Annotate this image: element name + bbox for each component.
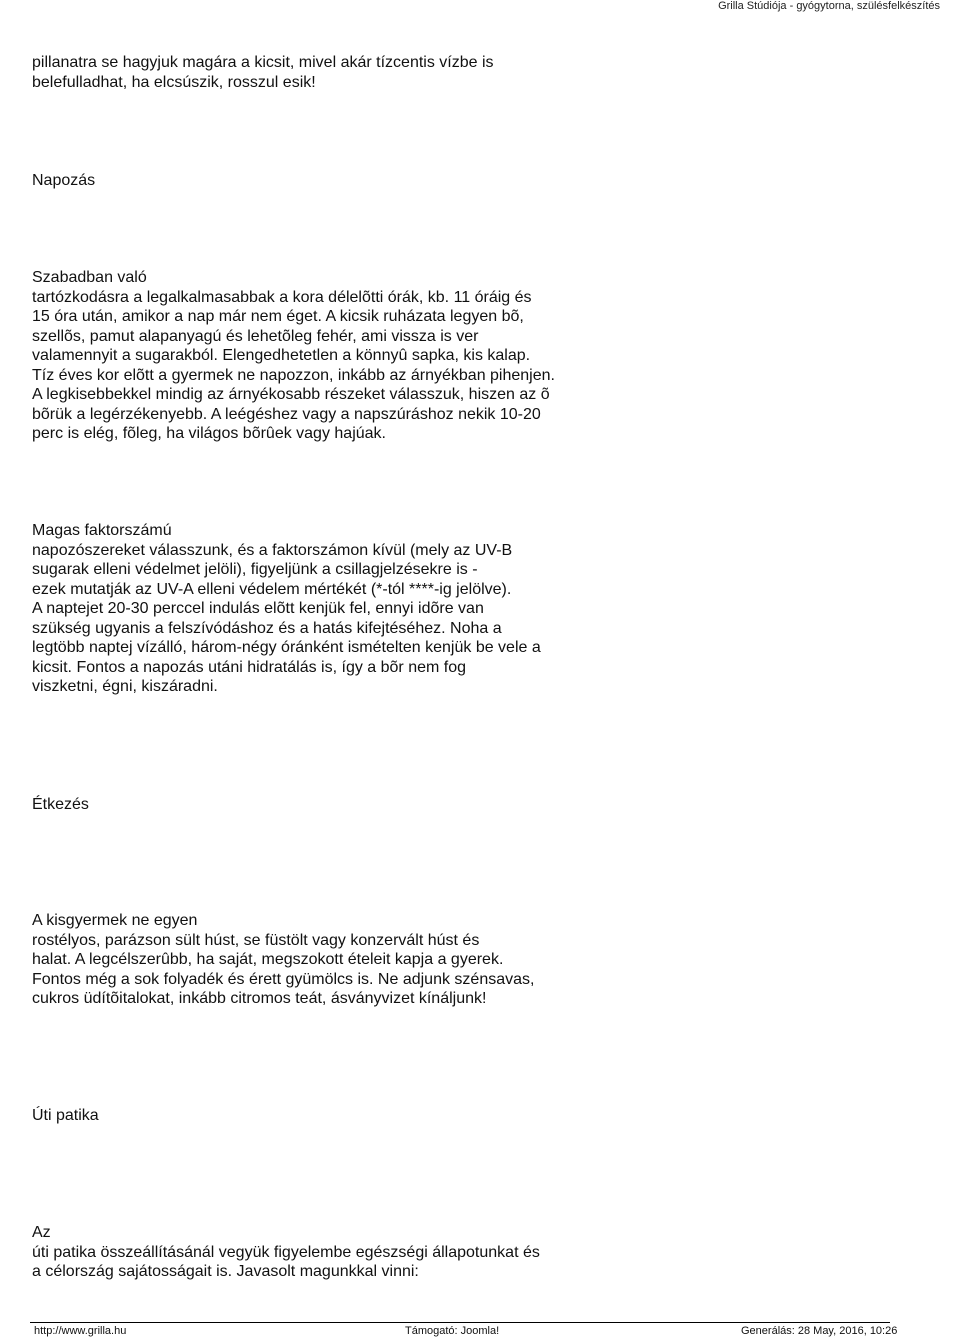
utipatika-paragraph: [32, 1223, 592, 1282]
text-line: Tíz éves kor elõtt a gyermek ne napozzon, inkább az árnyékban pihenjen.: [32, 366, 555, 384]
text-line: viszketni, égni, kiszáradni.: [32, 678, 218, 695]
text-line: A legkisebbekkel mindig az árnyékosabb részeket válasszuk, hiszen az õ: [32, 386, 550, 403]
text-line: cukros üdítõitalokat, inkább citromos teát, ásványvizet kínáljunk!: [32, 990, 487, 1007]
text-line: kicsit. Fontos a napozás utáni hidratálás is, így a bõr nem fog: [32, 658, 467, 676]
text-line: szükség ugyanis a felszívódáshoz és a hatás kifejtéséhez. Noha a: [32, 619, 502, 637]
text-line: A naptejet 20-30 perccel indulás elõtt kenjük fel, ennyi idõre van: [32, 600, 484, 617]
footer-generated-date: Generálás: 28 May, 2016, 10:26: [741, 1325, 898, 1337]
text-line: bõrük a legérzékenyebb. A leégéshez vagy a napszúráshoz nekik 10-20: [32, 405, 541, 423]
text-line: belefulladhat, ha elcsúszik, rosszul esik!: [32, 73, 316, 91]
text-line: valamennyit a sugarakból. Elengedhetetlen a könnyû sapka, kis kalap.: [32, 347, 531, 364]
text-line: perc is elég, fõleg, ha világos bõrûek vagy hajúak.: [32, 425, 386, 442]
footer-sponsor: Támogató: Joomla!: [405, 1325, 500, 1337]
text-line: halat. A legcélszerûbb, ha saját, megszokott ételeit kapja a gyerek.: [32, 951, 504, 968]
text-line: úti patika összeállításánál vegyük figyelembe egészségi állapotunkat és: [32, 1243, 540, 1261]
text-line: A kisgyermek ne egyen: [32, 912, 198, 929]
text-line: napozószereket válasszunk, és a faktorszámon kívül (mely az UV-B: [32, 541, 513, 559]
text-line: szellõs, pamut alapanyagú és lehetõleg fehér, ami vissza is ver: [32, 327, 479, 345]
text-line: 15 óra után, amikor a nap már nem éget. A kicsik ruházata legyen bõ,: [32, 308, 524, 325]
page-header-title: Grilla Stúdiója - gyógytorna, szülésfelkészítés: [718, 0, 940, 12]
footer-url-link[interactable]: http://www.grilla.hu: [34, 1325, 127, 1337]
text-line: Szabadban való: [32, 269, 147, 286]
text-line: pillanatra se hagyjuk magára a kicsit, mivel akár tízcentis vízbe is: [32, 54, 494, 71]
etkezes-paragraph: [32, 911, 592, 1009]
section-heading-etkezes: Étkezés: [32, 796, 89, 813]
section-heading-uti-patika: Úti patika: [32, 1107, 99, 1124]
faktor-paragraph: [32, 521, 592, 697]
text-line: legtöbb naptej vízálló, három-négy óránként ismételten kenjük be vele a: [32, 639, 541, 656]
text-line: sugarak elleni védelmet jelöli), figyeljünk a csillagjelzésekre is -: [32, 561, 478, 578]
napozas-paragraph: [32, 268, 592, 444]
text-line: tartózkodásra a legalkalmasabbak a kora délelõtti órák, kb. 11 óráig és: [32, 288, 532, 306]
footer-divider: [30, 1322, 890, 1323]
text-line: ezek mutatják az UV-A elleni védelem mértékét (*-tól ****-ig jelölve).: [32, 580, 512, 598]
text-line: Fontos még a sok folyadék és érett gyümölcs is. Ne adjunk szénsavas,: [32, 970, 535, 988]
intro-paragraph: [32, 53, 592, 92]
text-line: Magas faktorszámú: [32, 522, 172, 539]
text-line: Az: [32, 1224, 51, 1241]
section-heading-napozas: Napozás: [32, 172, 96, 189]
text-line: a célország sajátosságait is. Javasolt magunkkal vinni:: [32, 1263, 419, 1280]
text-line: rostélyos, parázson sült húst, se füstölt vagy konzervált húst és: [32, 931, 480, 949]
